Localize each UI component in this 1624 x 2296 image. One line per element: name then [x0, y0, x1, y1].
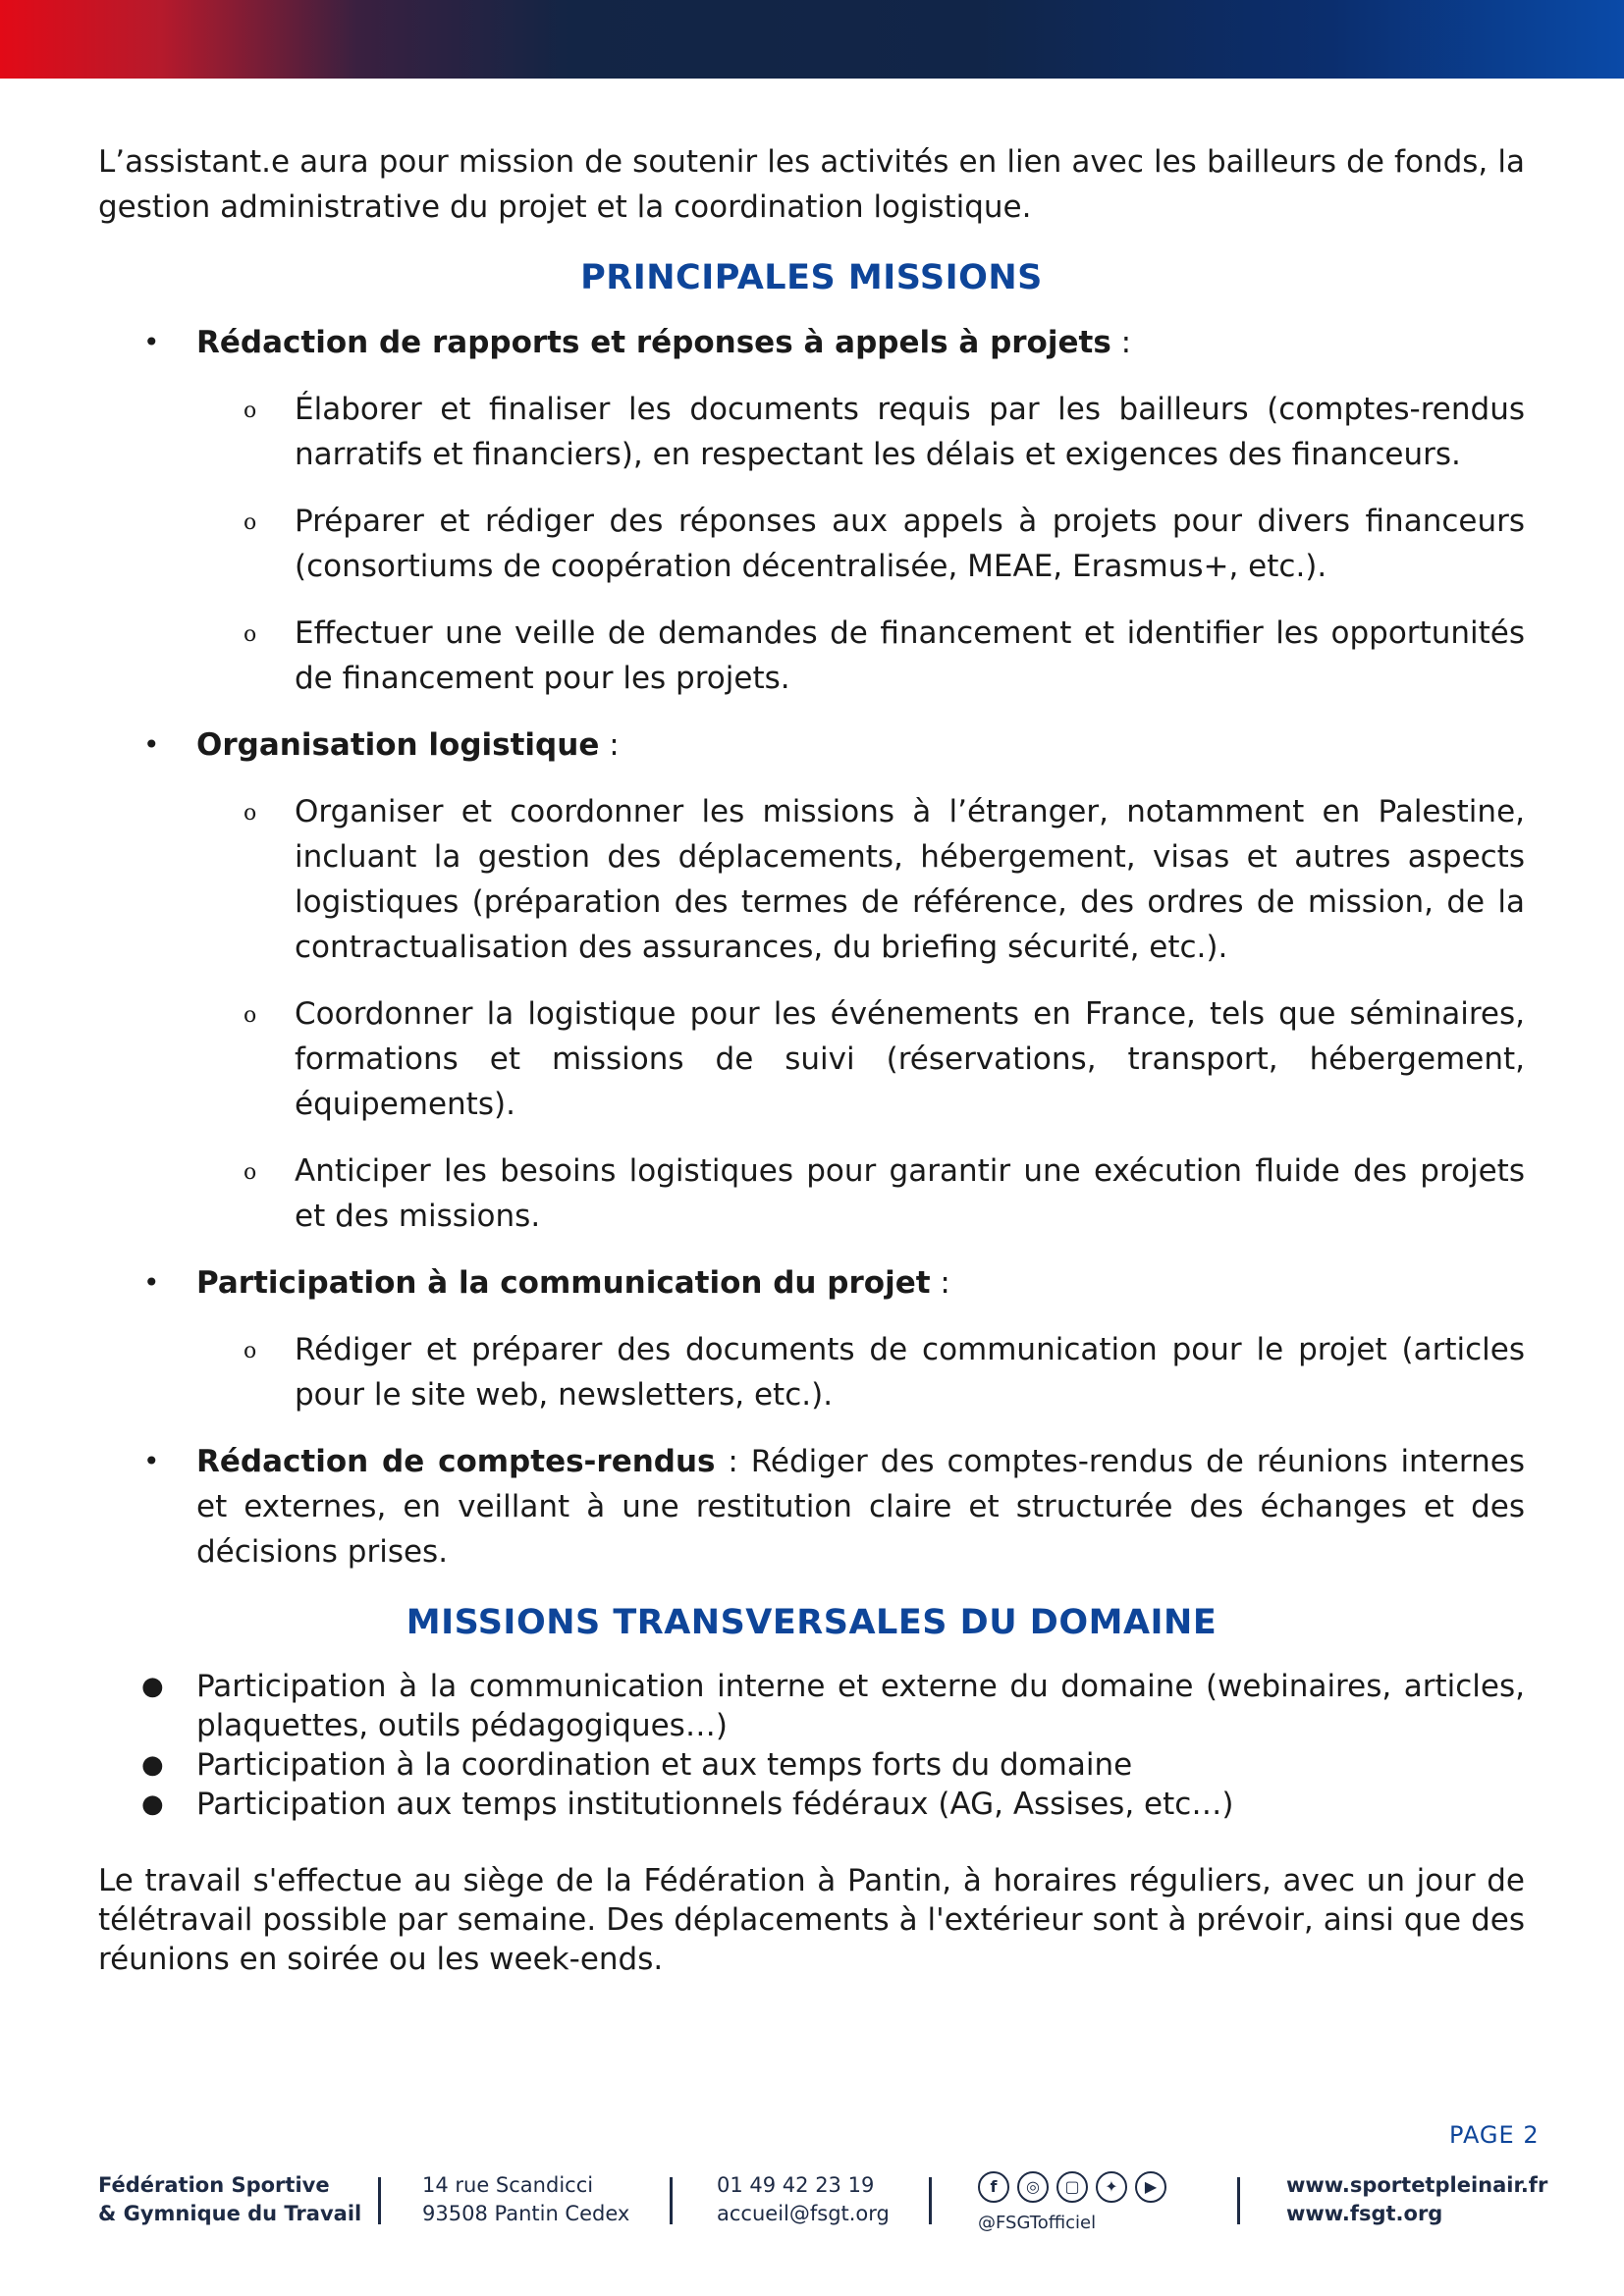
transversal-item — [98, 1745, 1525, 1785]
circle-bullet-icon: o — [244, 1160, 257, 1185]
page-number: PAGE 2 — [1449, 2121, 1540, 2149]
circle-bullet-icon: o — [244, 510, 257, 535]
mission-item — [98, 1260, 1525, 1306]
transversal-list — [98, 1667, 1525, 1824]
sub-task-item — [98, 387, 1525, 477]
circle-bullet-icon: o — [244, 622, 257, 647]
social-icons — [978, 2171, 1166, 2203]
mission-heading: Rédaction de rapports et réponses à appels à projets — [196, 325, 1111, 360]
sub-task-text: Préparer et rédiger des réponses aux appels à projets pour divers financeurs (consortiums de coopération décentralisée, MEAE, Erasmus+, etc.). — [295, 504, 1525, 584]
transversal-item — [98, 1667, 1525, 1745]
mission-text: : — [599, 727, 620, 763]
mission-group — [98, 1439, 1525, 1575]
bullet-icon: ● — [141, 1789, 164, 1819]
footer-email-link[interactable]: accueil@fsgt.org — [717, 2202, 890, 2225]
footer-phone: 01 49 42 23 19 — [717, 2173, 875, 2197]
sub-task-item — [98, 1327, 1525, 1417]
circle-bullet-icon: o — [244, 399, 257, 423]
website-link-sportetpleinair[interactable]: www.sportetpleinair.fr — [1286, 2173, 1548, 2197]
sub-task-item — [98, 611, 1525, 701]
circle-bullet-icon: o — [244, 801, 257, 826]
section-title-transversal-missions: MISSIONS TRANSVERSALES DU DOMAINE — [406, 1603, 1218, 1642]
youtube-icon[interactable]: ▶ — [1135, 2171, 1166, 2203]
bullet-icon: • — [143, 728, 160, 761]
sub-task-item — [98, 499, 1525, 589]
mission-text: : — [930, 1265, 950, 1301]
transversal-text: Participation à la coordination et aux temps forts du domaine — [196, 1747, 1133, 1783]
sub-task-list — [98, 1327, 1525, 1417]
footer-divider — [929, 2177, 932, 2224]
sub-task-item — [98, 991, 1525, 1127]
twitter-icon[interactable]: ✦ — [1096, 2171, 1127, 2203]
footer-org-line-2: & Gymnique du Travail — [98, 2202, 362, 2225]
missions-list — [98, 320, 1525, 1575]
sub-task-list — [98, 789, 1525, 1239]
sub-task-text: Élaborer et finaliser les documents requis par les bailleurs (comptes-rendus narratifs et financiers), en respectant les délais et exigences des financeurs. — [295, 392, 1525, 472]
mission-text: : — [1110, 325, 1132, 360]
footer-organization — [98, 2171, 361, 2228]
sub-task-list — [98, 387, 1525, 701]
intro-paragraph: L’assistant.e aura pour mission de soutenir les activités en lien avec les bailleurs de fonds, la gestion administrative du projet et la coordination logistique. — [98, 144, 1525, 225]
mission-item — [98, 722, 1525, 768]
mission-group — [98, 320, 1525, 701]
footer-divider — [1237, 2177, 1240, 2224]
sub-task-text: Effectuer une veille de demandes de financement et identifier les opportunités de financement pour les projets. — [295, 615, 1525, 696]
sub-task-item — [98, 789, 1525, 970]
outro-paragraph: Le travail s'effectue au siège de la Fédération à Pantin, à horaires réguliers, avec un jour de télétravail possible par semaine. Des déplacements à l'extérieur sont à prévoir, ainsi que des réunions en soirée ou les week-ends. — [98, 1863, 1525, 1977]
footer-divider — [378, 2177, 381, 2224]
header-color-band — [0, 0, 1624, 79]
footer-org-line-1: Fédération Sportive — [98, 2173, 330, 2197]
sub-task-text: Anticiper les besoins logistiques pour garantir une exécution fluide des projets et des missions. — [295, 1153, 1525, 1234]
footer-divider — [670, 2177, 673, 2224]
social-handle: @FSGTofficiel — [978, 2213, 1097, 2233]
footer — [0, 2160, 1624, 2296]
bullet-icon: • — [143, 1445, 160, 1477]
footer-address-line-2: 93508 Pantin Cedex — [422, 2202, 630, 2225]
footer-websites — [1286, 2171, 1547, 2228]
sub-task-text: Coordonner la logistique pour les événements en France, tels que séminaires, formations et missions de suivi (réservations, transport, hébergement, équipements). — [295, 996, 1525, 1122]
mission-item — [98, 320, 1525, 365]
sub-task-item — [98, 1148, 1525, 1239]
footer-contact — [717, 2171, 890, 2228]
mission-item — [98, 1439, 1525, 1575]
website-link-fsgt[interactable]: www.fsgt.org — [1286, 2202, 1443, 2225]
footer-social — [978, 2171, 1166, 2237]
transversal-text: Participation à la communication interne et externe du domaine (webinaires, articles, plaquettes, outils pédagogiques…) — [196, 1669, 1525, 1743]
bullet-icon: ● — [141, 1750, 164, 1780]
transversal-item — [98, 1785, 1525, 1824]
transversal-text: Participation aux temps institutionnels fédéraux (AG, Assises, etc…) — [196, 1787, 1234, 1822]
bullet-icon: • — [143, 1266, 160, 1299]
circle-bullet-icon: o — [244, 1339, 257, 1363]
sub-task-text: Rédiger et préparer des documents de communication pour le projet (articles pour le site web, newsletters, etc.). — [295, 1332, 1525, 1413]
sub-task-text: Organiser et coordonner les missions à l’étranger, notamment en Palestine, incluant la gestion des déplacements, hébergement, visas et autres aspects logistiques (préparation des termes de référence, des ordres de mission, de la contractualisation des assurances, du briefing sécurité, etc.). — [295, 794, 1525, 965]
facebook-icon[interactable]: f — [978, 2171, 1009, 2203]
bullet-icon: ● — [141, 1672, 164, 1701]
footer-address-line-1: 14 rue Scandicci — [422, 2173, 594, 2197]
mission-text: : Rédiger des comptes-rendus de réunions internes et externes, en veillant à une restitution claire et structurée des échanges et des décisions prises. — [196, 1444, 1525, 1570]
circle-bullet-icon: o — [244, 1003, 257, 1028]
document-body — [98, 139, 1525, 1979]
mission-heading: Participation à la communication du projet — [196, 1265, 931, 1301]
section-title-principal-missions: PRINCIPALES MISSIONS — [580, 258, 1043, 297]
twitch-icon[interactable]: ▢ — [1056, 2171, 1088, 2203]
mission-heading: Rédaction de comptes-rendus — [196, 1444, 716, 1479]
bullet-icon: • — [143, 326, 160, 358]
mission-group — [98, 1260, 1525, 1417]
mission-group — [98, 722, 1525, 1239]
mission-heading: Organisation logistique — [196, 727, 600, 763]
instagram-icon[interactable]: ◎ — [1017, 2171, 1049, 2203]
footer-address — [422, 2171, 629, 2228]
